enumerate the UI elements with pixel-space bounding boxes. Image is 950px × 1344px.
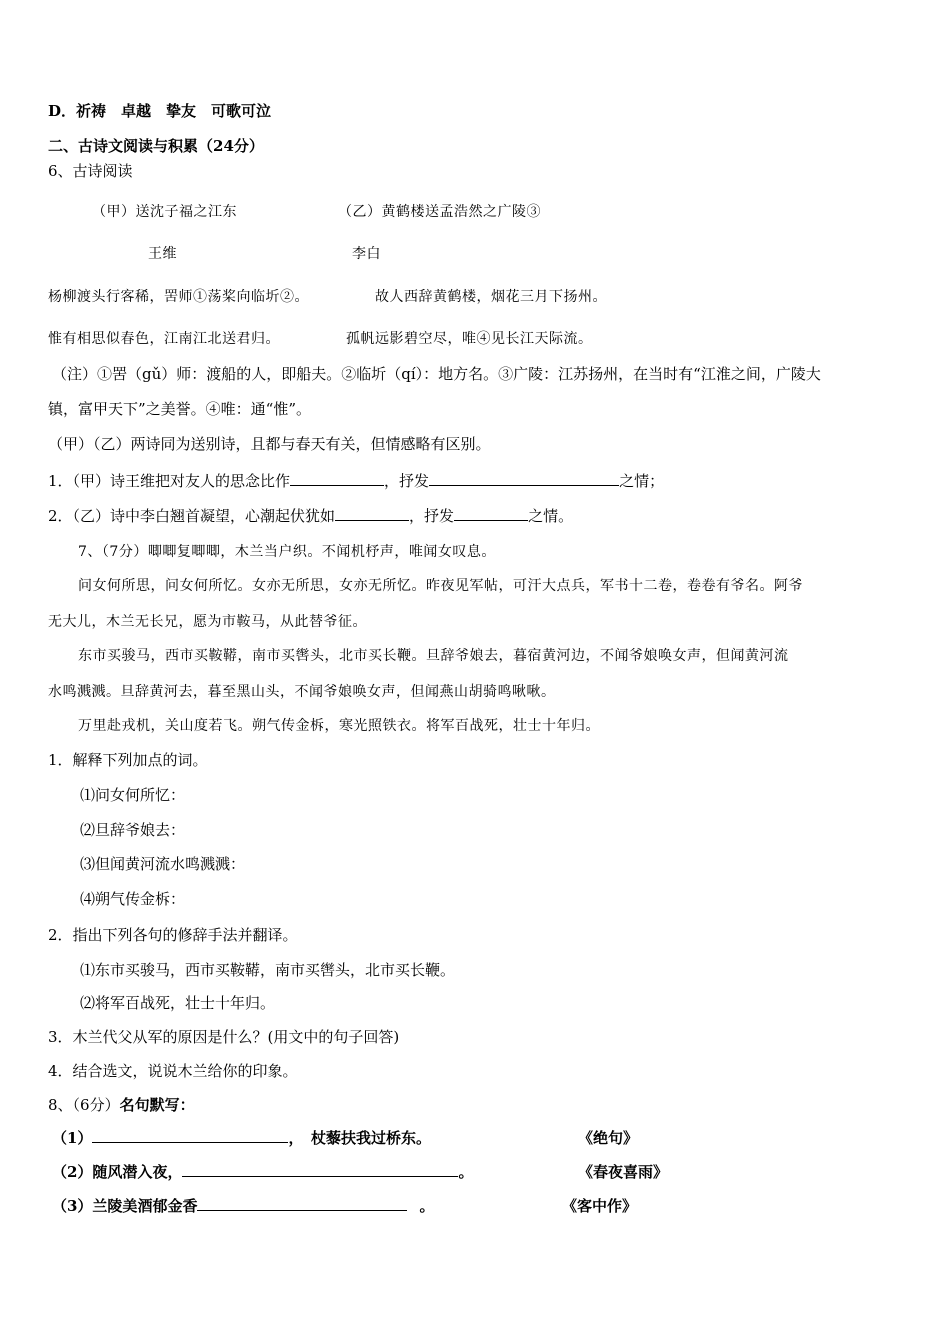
q6-q2-blank-2[interactable]: [454, 505, 528, 521]
q8-title: [48, 1094, 195, 1116]
q8-r1-text: ， 杖藜扶我过桥东。: [288, 1129, 431, 1147]
q8-r2-source: 《春夜喜雨》: [578, 1163, 669, 1181]
q6-q1-blank-1[interactable]: [290, 470, 384, 486]
q6-q2-text-c: 之情。: [528, 507, 574, 525]
q6-q2-blank-1[interactable]: [335, 505, 409, 521]
q8-row-3: [52, 1195, 434, 1217]
q8-row-2: [52, 1161, 473, 1183]
q7-sub-2: 2．指出下列各句的修辞手法并翻译。: [48, 926, 298, 944]
q6-q1-text-c: 之情；: [619, 472, 665, 490]
q7-paragraph-2-line-1: 问女何所思，问女何所忆。女亦无所思，女亦无所忆。昨夜见军帖，可汗大点兵，军书十二卷，卷卷有爷名。阿爷: [78, 578, 803, 594]
poem-b-author: 李白: [352, 246, 381, 262]
poem-a-line-2: 惟有相思似春色，江南江北送君归。: [48, 331, 280, 347]
note-line-1: （注）①罟（gǔ）师：渡船的人，即船夫。②临圻（qí）：地方名。③广陵：江苏扬州，在当时有“江淮之间，广陵大: [52, 365, 821, 383]
q7-paragraph-4: 万里赴戎机，关山度若飞。朔气传金柝，寒光照铁衣。将军百战死，壮士十年归。: [78, 718, 600, 734]
note-line-2: 镇，富甲天下”之美誉。④唯：通“惟”。: [48, 400, 312, 418]
q8-r3-end: 。: [419, 1197, 435, 1215]
q7-sub-2-item-1: ⑴东市买骏马，西市买鞍鞯，南市买辔头，北市买长鞭。: [80, 961, 456, 979]
q8-title-label: 名句默写：: [119, 1096, 195, 1114]
q7-paragraph-1: 7、（7分）唧唧复唧唧，木兰当户织。不闻机杼声，唯闻女叹息。: [78, 544, 496, 560]
q6-question-1: [48, 470, 664, 492]
q7-sub-1-item-3: ⑶但闻黄河流水鸣溅溅：: [80, 855, 246, 873]
q6-title: 6、古诗阅读: [48, 162, 133, 180]
q8-r1-blank[interactable]: [92, 1127, 288, 1143]
poem-a-line-1: 杨柳渡头行客稀，罟师①荡桨向临圻②。: [48, 289, 309, 305]
q8-r3-text: （3）兰陵美酒郁金香: [52, 1197, 198, 1215]
q7-sub-1-item-1: ⑴问女何所忆：: [80, 786, 186, 804]
q7-sub-1-item-4: ⑷朔气传金柝：: [80, 890, 186, 908]
q6-q1-text-a: 1．（甲）诗王维把对友人的思念比作: [48, 472, 291, 490]
q8-row-1: [52, 1127, 431, 1149]
q7-paragraph-3-line-1: 东市买骏马，西市买鞍鞯，南市买辔头，北市买长鞭。旦辞爷娘去，暮宿黄河边，不闻爷娘唤女声，但闻黄河流: [78, 648, 789, 664]
q8-title-number: 8、（6分）: [48, 1096, 120, 1114]
q8-r2-blank[interactable]: [182, 1161, 458, 1177]
q8-r3-blank[interactable]: [197, 1195, 407, 1211]
q6-q2-text-b: ，抒发: [409, 507, 455, 525]
q6-q2-text-a: 2．（乙）诗中李白翘首凝望，心潮起伏犹如: [48, 507, 336, 525]
option-d: D．祈祷 卓越 挚友 可歌可泣: [48, 102, 272, 120]
q7-paragraph-2-line-2: 无大儿，木兰无长兄，愿为市鞍马，从此替爷征。: [48, 614, 367, 630]
q7-sub-4: 4．结合选文，说说木兰给你的印象。: [48, 1062, 298, 1080]
q8-r3-source: 《客中作》: [562, 1197, 638, 1215]
section-heading: 二、古诗文阅读与积累（24分）: [48, 137, 264, 155]
q8-r2-end: 。: [458, 1163, 474, 1181]
q8-r1-prefix: （1）: [52, 1129, 93, 1147]
q7-paragraph-3-line-2: 水鸣溅溅。旦辞黄河去，暮至黑山头，不闻爷娘唤女声，但闻燕山胡骑鸣啾啾。: [48, 684, 556, 700]
q7-sub-1: 1．解释下列加点的词。: [48, 751, 208, 769]
q7-sub-3: 3．木兰代父从军的原因是什么？(用文中的句子回答): [48, 1028, 400, 1046]
q7-sub-2-item-2: ⑵将军百战死，壮士十年归。: [80, 994, 276, 1012]
poem-a-title: （甲）送沈子福之江东: [92, 204, 237, 220]
poem-b-title: （乙）黄鹤楼送孟浩然之广陵③: [338, 204, 541, 220]
q6-question-2: [48, 505, 573, 527]
q6-intro: （甲）（乙）两诗同为送别诗，且都与春天有关，但情感略有区别。: [48, 435, 491, 453]
q6-q1-text-b: ，抒发: [384, 472, 430, 490]
q6-q1-blank-2[interactable]: [429, 470, 619, 486]
q8-r2-text: （2）随风潜入夜，: [52, 1163, 183, 1181]
q8-r1-source: 《绝句》: [578, 1129, 639, 1147]
q7-sub-1-item-2: ⑵旦辞爷娘去：: [80, 821, 186, 839]
poem-a-author: 王维: [148, 246, 177, 262]
poem-b-line-1: 故人西辞黄鹤楼，烟花三月下扬州。: [375, 289, 607, 305]
poem-b-line-2: 孤帆远影碧空尽，唯④见长江天际流。: [346, 331, 593, 347]
